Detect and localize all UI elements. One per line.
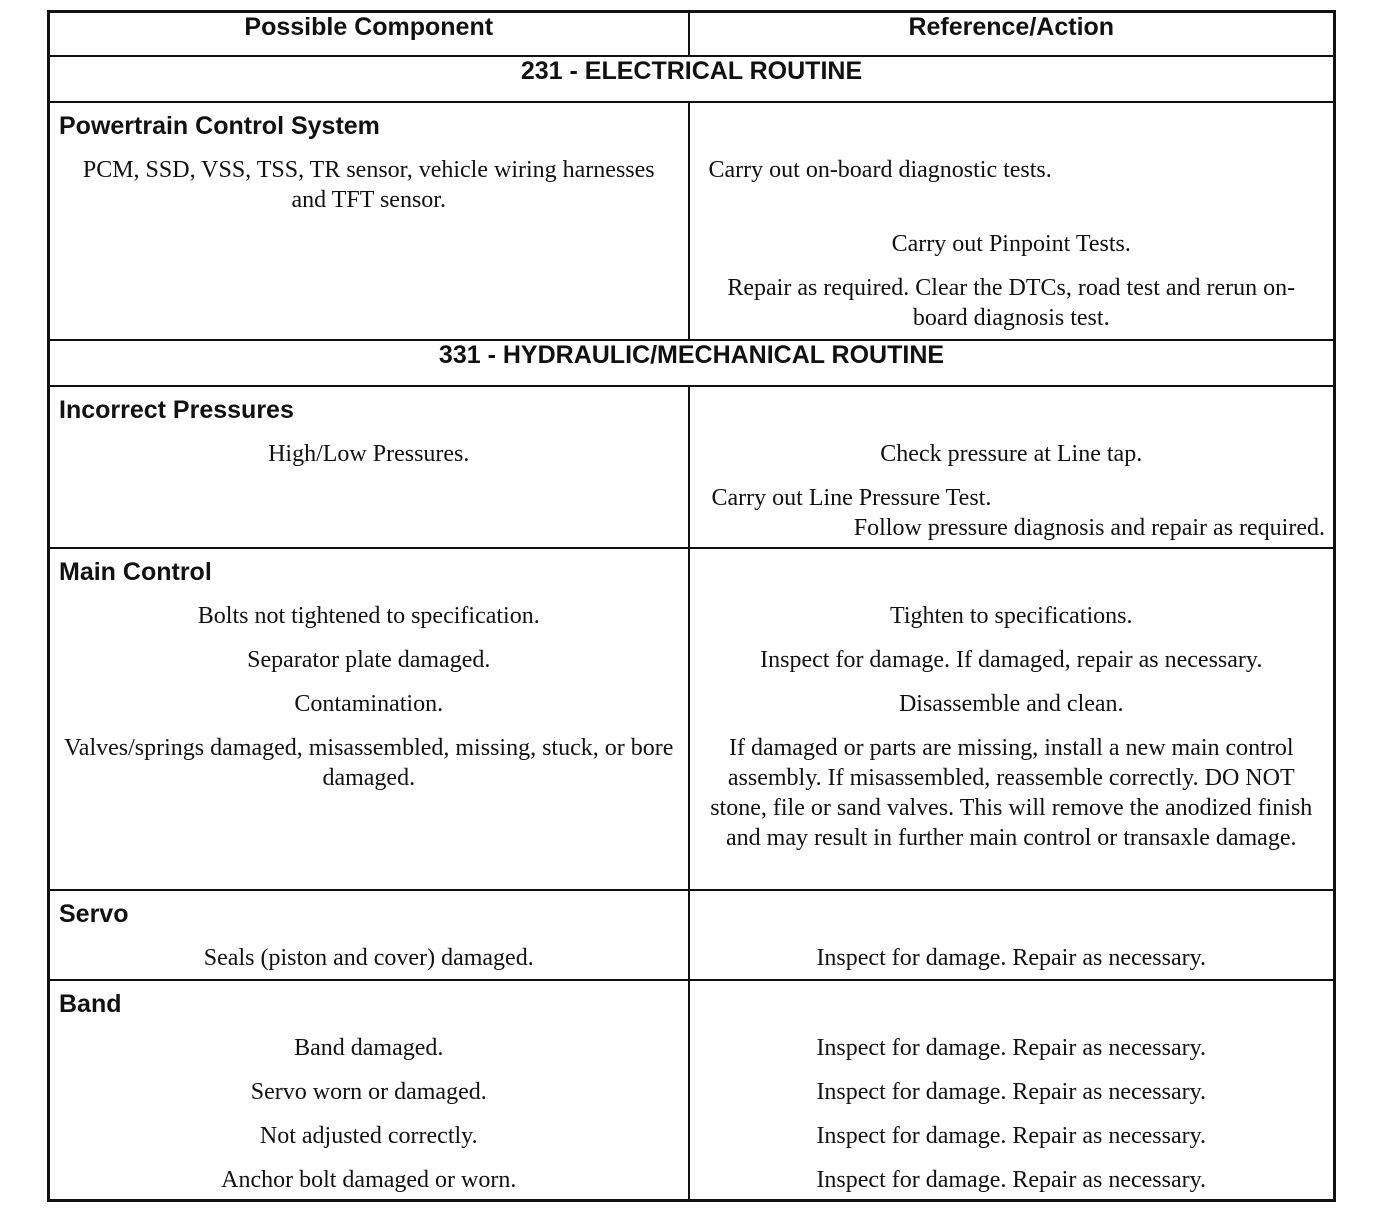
action-text: Carry out Pinpoint Tests. bbox=[891, 231, 1131, 257]
category-title: Main Control bbox=[59, 558, 212, 586]
header-reference-action: Reference/Action bbox=[689, 12, 1335, 57]
action-text: Inspect for damage. Repair as necessary. bbox=[816, 945, 1207, 971]
action-text: If damaged or parts are missing, install a new main control assembly. If misassembled, reassemble correctly. DO NOT stone, file or sand valves. This will remove the anodized finish and may result in further main control or transaxle damage. bbox=[710, 735, 1313, 851]
action-text: Carry out Line Pressure Test. bbox=[711, 485, 992, 511]
category-title: Band bbox=[59, 990, 122, 1018]
component-text: Seals (piston and cover) damaged. bbox=[203, 945, 534, 971]
diagnosis-table bbox=[47, 10, 1336, 1202]
action-cell bbox=[689, 980, 1335, 1200]
component-text: Contamination. bbox=[294, 691, 444, 717]
section-row bbox=[49, 56, 1335, 102]
component-text: Bolts not tightened to specification. bbox=[197, 603, 540, 629]
action-cell bbox=[689, 548, 1335, 890]
component-text: Separator plate damaged. bbox=[247, 647, 491, 673]
action-text: Inspect for damage. Repair as necessary. bbox=[816, 1123, 1207, 1149]
component-text: Not adjusted correctly. bbox=[259, 1123, 478, 1149]
category-row-band bbox=[49, 980, 1335, 1200]
header-row bbox=[49, 12, 1335, 57]
action-text: Inspect for damage. Repair as necessary. bbox=[816, 1079, 1207, 1105]
category-row-pressures bbox=[49, 386, 1335, 548]
component-cell bbox=[49, 548, 689, 890]
component-text: Servo worn or damaged. bbox=[250, 1079, 487, 1105]
category-row-servo bbox=[49, 890, 1335, 980]
category-row-main-control bbox=[49, 548, 1335, 890]
header-possible-component: Possible Component bbox=[49, 12, 689, 57]
component-text: Valves/springs damaged, misassembled, missing, stuck, or bore damaged. bbox=[64, 735, 674, 791]
action-text: Check pressure at Line tap. bbox=[880, 441, 1143, 467]
component-text: Band damaged. bbox=[294, 1035, 444, 1061]
action-text: Carry out on-board diagnostic tests. bbox=[708, 157, 1052, 183]
action-text: Tighten to specifications. bbox=[890, 603, 1133, 629]
component-text: High/Low Pressures. bbox=[268, 441, 470, 467]
component-cell bbox=[49, 890, 689, 980]
action-text: Inspect for damage. Repair as necessary. bbox=[816, 1167, 1207, 1193]
component-cell bbox=[49, 386, 689, 548]
action-text: Inspect for damage. If damaged, repair as necessary. bbox=[760, 647, 1263, 673]
category-title: Incorrect Pressures bbox=[59, 396, 294, 424]
action-cell bbox=[689, 386, 1335, 548]
component-cell bbox=[49, 102, 689, 340]
category-title: Servo bbox=[59, 900, 129, 928]
section-row bbox=[49, 340, 1335, 386]
action-cell bbox=[689, 890, 1335, 980]
action-text: Repair as required. Clear the DTCs, road test and rerun on-board diagnosis test. bbox=[727, 275, 1296, 331]
section-electrical-title: 231 - ELECTRICAL ROUTINE bbox=[49, 56, 1335, 102]
category-row-powertrain bbox=[49, 102, 1335, 340]
component-text: PCM, SSD, VSS, TSS, TR sensor, vehicle wiring harnesses and TFT sensor. bbox=[82, 157, 655, 213]
action-text: Follow pressure diagnosis and repair as required. bbox=[853, 515, 1325, 541]
action-text: Disassemble and clean. bbox=[898, 691, 1124, 717]
section-hydraulic-title: 331 - HYDRAULIC/MECHANICAL ROUTINE bbox=[49, 340, 1335, 386]
component-cell bbox=[49, 980, 689, 1200]
action-text: Inspect for damage. Repair as necessary. bbox=[816, 1035, 1207, 1061]
component-text: Anchor bolt damaged or worn. bbox=[221, 1167, 517, 1193]
category-title: Powertrain Control System bbox=[59, 112, 380, 140]
action-cell bbox=[689, 102, 1335, 340]
